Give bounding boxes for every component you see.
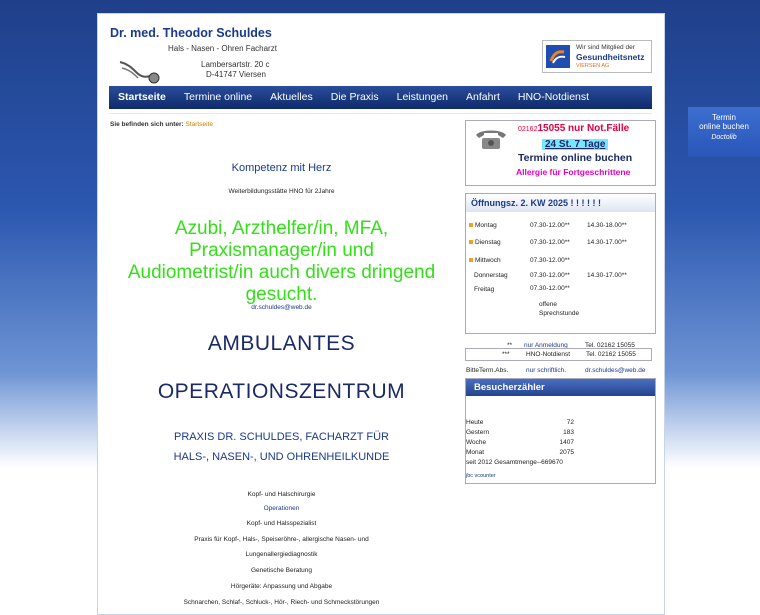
bullet-icon xyxy=(469,223,473,227)
hours-am: 07.30-12.00** xyxy=(530,257,570,264)
doctor-name: Dr. med. Theodor Schuldes xyxy=(110,26,272,40)
counter-value: 72 xyxy=(566,419,574,426)
hours-am: 07.30-12.00** xyxy=(530,272,570,279)
nav-anfahrt[interactable]: Anfahrt xyxy=(466,91,500,103)
gesundheitsnetz-badge[interactable] xyxy=(542,40,652,73)
hours-am: 07.30-12.00** xyxy=(530,239,570,246)
visitor-counter-box xyxy=(465,378,656,484)
notdienst-box xyxy=(465,348,652,361)
written-label: BitteTerm.Abs. xyxy=(466,367,509,374)
job-ad: Azubi, Arzthelfer/in, MFA, Praxismanager/in und Audiometrist/in auch divers dringend gesucht. xyxy=(127,218,436,305)
open-consult-1: offene xyxy=(539,301,557,308)
phone-emergency: 15055 nur Not.Fälle xyxy=(537,123,630,134)
counter-label: Heute xyxy=(466,419,484,426)
service-item: Praxis für Kopf-, Hals-, Speiseröhre-, allergische Nasen- und xyxy=(194,536,369,543)
heading-ambulantes: AMBULANTES xyxy=(207,332,356,355)
counter-label: Monat xyxy=(466,449,485,456)
telephone-icon xyxy=(474,127,508,151)
counter-label: Gestern xyxy=(466,429,490,436)
practice-line2: HALS-, NASEN-, UND OHRENHEILKUNDE xyxy=(173,451,390,463)
counter-label: Woche xyxy=(466,439,487,446)
address-city: D-41747 Viersen xyxy=(206,70,266,79)
phone-prefix: 02162 xyxy=(518,126,538,133)
nav-leistungen[interactable]: Leistungen xyxy=(396,91,449,103)
anmeldung-tel: Tel. 02162 15055 xyxy=(585,342,635,349)
address-street: Lambersartstr. 20 c xyxy=(201,60,270,69)
page-container xyxy=(97,13,665,615)
heading-operationszentrum: OPERATIONSZENTRUM xyxy=(157,380,406,403)
notdienst-label: HNO-Notdienst xyxy=(526,351,571,358)
doctolib-brand: Doctolib xyxy=(711,134,737,141)
anmeldung-mark: ** xyxy=(507,342,513,349)
breadcrumb-prefix: Sie befinden sich unter: xyxy=(110,121,184,128)
nav-startseite[interactable]: Startseite xyxy=(118,91,166,103)
emergency-phone[interactable] xyxy=(518,123,629,134)
service-item: Kopf- und Halschirurgie xyxy=(247,491,316,498)
service-item-link[interactable]: Operationen xyxy=(263,505,300,512)
main-nav xyxy=(109,86,652,109)
allergy-link[interactable]: Allergie für Fortgeschrittene xyxy=(516,167,631,177)
written-email[interactable]: dr.schuldes@web.de xyxy=(585,367,646,374)
termin-line1: Termin xyxy=(711,113,736,122)
breadcrumb xyxy=(110,121,213,128)
day-label: Dienstag xyxy=(475,239,501,246)
specialty: Hals - Nasen - Ohren Facharzt xyxy=(168,44,277,53)
badge-line1: Wir sind Mitglied der xyxy=(576,44,635,51)
hours-pm: 14.30-18.00** xyxy=(587,222,627,229)
termin-line2: online buchen xyxy=(699,122,749,131)
counter-value: 1407 xyxy=(559,439,574,446)
email-link[interactable]: dr.schuldes@web.de xyxy=(251,304,312,311)
service-item: Schnarchen, Schlaf-, Schluck-, Hör-, Riech- und Schmeckstörungen xyxy=(183,599,380,606)
written-mode: nur schriftlich. xyxy=(526,367,567,374)
hours-pm: 14.30-17.00** xyxy=(587,239,627,246)
doctolib-booking-widget[interactable] xyxy=(688,107,760,157)
counter-value: 2075 xyxy=(559,449,574,456)
stethoscope-icon xyxy=(118,58,162,86)
hours-am: 07.30-12.00** xyxy=(530,222,570,229)
badge-line3: VIERSEN AG xyxy=(576,63,610,69)
hours-am: 07.30-12.00** xyxy=(530,285,570,292)
online-booking-link[interactable]: Termine online buchen xyxy=(518,152,633,164)
breadcrumb-current[interactable]: Startseite xyxy=(185,121,213,128)
day-label: Mittwoch xyxy=(475,257,501,264)
practice-line1: PRAXIS DR. SCHULDES, FACHARZT FÜR xyxy=(174,431,389,443)
hours-24-7[interactable]: 24 St. 7 Tage xyxy=(542,139,608,150)
subline: Weiterbildungsstätte HNO für 2Jahre xyxy=(228,188,335,195)
counter-total: seit 2012 Gesamtmenge--669670 xyxy=(466,459,563,466)
service-item: Hörgeräte: Anpassung und Abgabe xyxy=(230,583,333,590)
anmeldung-text: nur Anmeldung xyxy=(524,342,568,349)
open-consult-2: Sprechstunde xyxy=(539,310,580,317)
counter-credit-link[interactable]: jbc vcounter xyxy=(466,473,496,479)
nav-die-praxis[interactable]: Die Praxis xyxy=(330,91,379,103)
day-label: Donnerstag xyxy=(474,272,508,279)
hours-pm: 14.30-17.00** xyxy=(587,272,627,279)
notdienst-tel: Tel. 02162 15055 xyxy=(586,351,636,358)
badge-line2: Gesundheitsnetz xyxy=(576,52,645,62)
nav-termine-online[interactable]: Termine online xyxy=(183,91,253,103)
phone-box xyxy=(465,120,656,186)
notdienst-mark: *** xyxy=(502,351,510,358)
counter-value: 183 xyxy=(563,429,574,436)
service-item: Genetische Beratung xyxy=(250,567,313,574)
day-label: Montag xyxy=(475,222,497,229)
gesundheitsnetz-logo-icon xyxy=(546,45,570,68)
day-label: Freitag xyxy=(474,286,495,293)
service-item: Kopf- und Halsspezialist xyxy=(246,520,317,527)
visitor-counter-title: Besucherzähler xyxy=(466,379,655,396)
bullet-icon xyxy=(469,258,473,262)
service-item: Lungenallergiediagnostik xyxy=(245,551,318,558)
nav-aktuelles[interactable]: Aktuelles xyxy=(270,91,313,103)
divider xyxy=(109,113,652,114)
bullet-icon xyxy=(469,240,473,244)
opening-hours-title: Öffnungsz. 2. KW 2025 ! ! ! ! ! ! xyxy=(466,194,655,212)
opening-hours-box xyxy=(465,193,656,334)
nav-hno-notdienst[interactable]: HNO-Notdienst xyxy=(517,91,590,103)
headline: Kompetenz mit Herz xyxy=(231,162,332,174)
